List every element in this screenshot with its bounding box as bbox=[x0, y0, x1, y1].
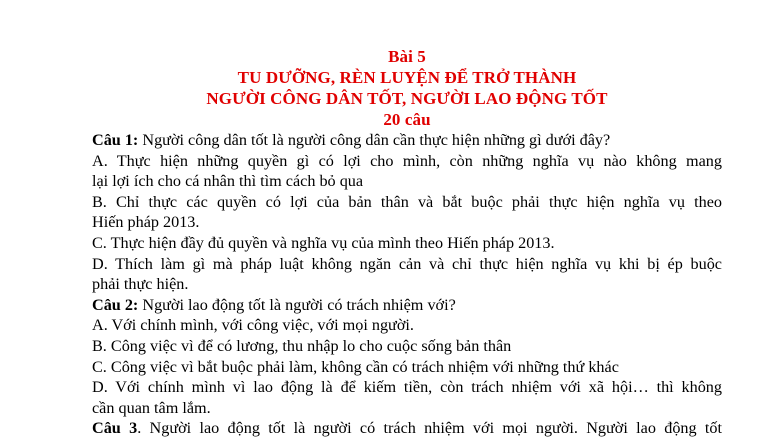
lesson-number: Bài 5 bbox=[388, 47, 426, 66]
question-2-option-b: B. Công việc vì để có lương, thu nhập lo cho cuộc sống bản thân bbox=[92, 336, 512, 355]
question-1-text: Người công dân tốt là người công dân cần thực hiện những gì dưới đây? bbox=[138, 131, 611, 149]
question-2-option-a: A. Với chính mình, với công việc, với mọi người. bbox=[92, 316, 414, 335]
question-1-option-d-line-2: phải thực hiện. bbox=[92, 275, 189, 294]
document-page bbox=[92, 46, 722, 439]
question-count: 20 câu bbox=[383, 110, 431, 129]
question-list bbox=[92, 130, 722, 439]
question-1 bbox=[92, 130, 722, 151]
question-2-option-c: C. Công việc vì bắt buộc phải làm, không cần có trách nhiệm với những thứ khác bbox=[92, 357, 619, 376]
question-2 bbox=[92, 295, 722, 316]
question-3 bbox=[92, 418, 722, 439]
question-1-option-d-line-1: D. Thích làm gì mà pháp luật không ngăn cản và chỉ thực hiện nghĩa vụ khi bị ép buộc bbox=[92, 254, 722, 273]
lesson-title-line-2: NGƯỜI CÔNG DÂN TỐT, NGƯỜI LAO ĐỘNG TỐT bbox=[206, 89, 608, 108]
question-3-text: . Người lao động tốt là người có trách nhiệm với mọi người. Người lao động tốt bbox=[137, 419, 722, 438]
question-1-option-b-line-2: Hiến pháp 2013. bbox=[92, 213, 200, 232]
question-1-option-a-line-2: lại lợi ích cho cá nhân thì tìm cách bỏ qua bbox=[92, 172, 364, 191]
lesson-heading bbox=[92, 46, 722, 130]
lesson-title-line-1: TU DƯỠNG, RÈN LUYỆN ĐỂ TRỞ THÀNH bbox=[237, 68, 577, 87]
question-3-label: Câu 3 bbox=[92, 419, 138, 438]
question-1-option-b-line-1: B. Chỉ thực các quyền có lợi của bản thân và bắt buộc phải thực hiện nghĩa vụ theo bbox=[92, 192, 722, 211]
question-1-option-a-line-1: A. Thực hiện những quyền gì có lợi cho mình, còn những nghĩa vụ nào không mang bbox=[92, 151, 722, 170]
question-2-option-d-line-1: D. Với chính mình vì lao động là để kiếm tiền, còn trách nhiệm với xã hội… thì không bbox=[92, 378, 722, 397]
question-2-label: Câu 2: bbox=[92, 295, 139, 314]
question-2-option-d-line-2: cần quan tâm lắm. bbox=[92, 398, 211, 417]
question-1-label: Câu 1: bbox=[92, 131, 139, 149]
question-2-text: Người lao động tốt là người có trách nhiệm với? bbox=[138, 295, 456, 314]
question-1-option-c: C. Thực hiện đầy đủ quyền và nghĩa vụ của mình theo Hiến pháp 2013. bbox=[92, 233, 555, 252]
